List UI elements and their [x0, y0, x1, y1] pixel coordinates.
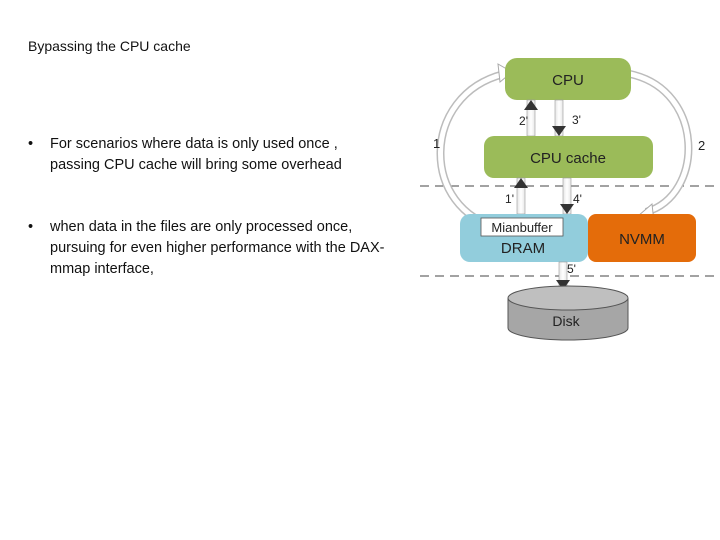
dram-label: DRAM: [500, 240, 546, 257]
path-1-label: 1: [433, 136, 441, 151]
disk-label: Disk: [552, 313, 580, 329]
bullet-marker: •: [28, 219, 34, 235]
mainbuffer-label: Mianbuffer: [491, 220, 553, 235]
edge-label-1prime: 1': [505, 192, 514, 206]
nvmm-label: NVMM: [619, 231, 665, 248]
edge-label-5prime: 5': [567, 262, 576, 276]
bullet-text: For scenarios where data is only used once , passing CPU cache will bring some overhead: [50, 136, 342, 173]
cpu-cache-label: CPU cache: [530, 150, 606, 167]
cpu-label: CPU: [552, 72, 584, 89]
edge-label-2prime: 2': [519, 114, 528, 128]
slide-title: Bypassing the CPU cache: [28, 38, 191, 54]
edge-label-4prime: 4': [573, 192, 582, 206]
path-2-label: 2: [698, 138, 706, 153]
bullet-text: when data in the files are only processed once, pursuing for even higher performance with the DAX-mmap interface,: [50, 219, 385, 277]
bullet-marker: •: [28, 136, 34, 152]
edge-label-3prime: 3': [572, 113, 581, 127]
